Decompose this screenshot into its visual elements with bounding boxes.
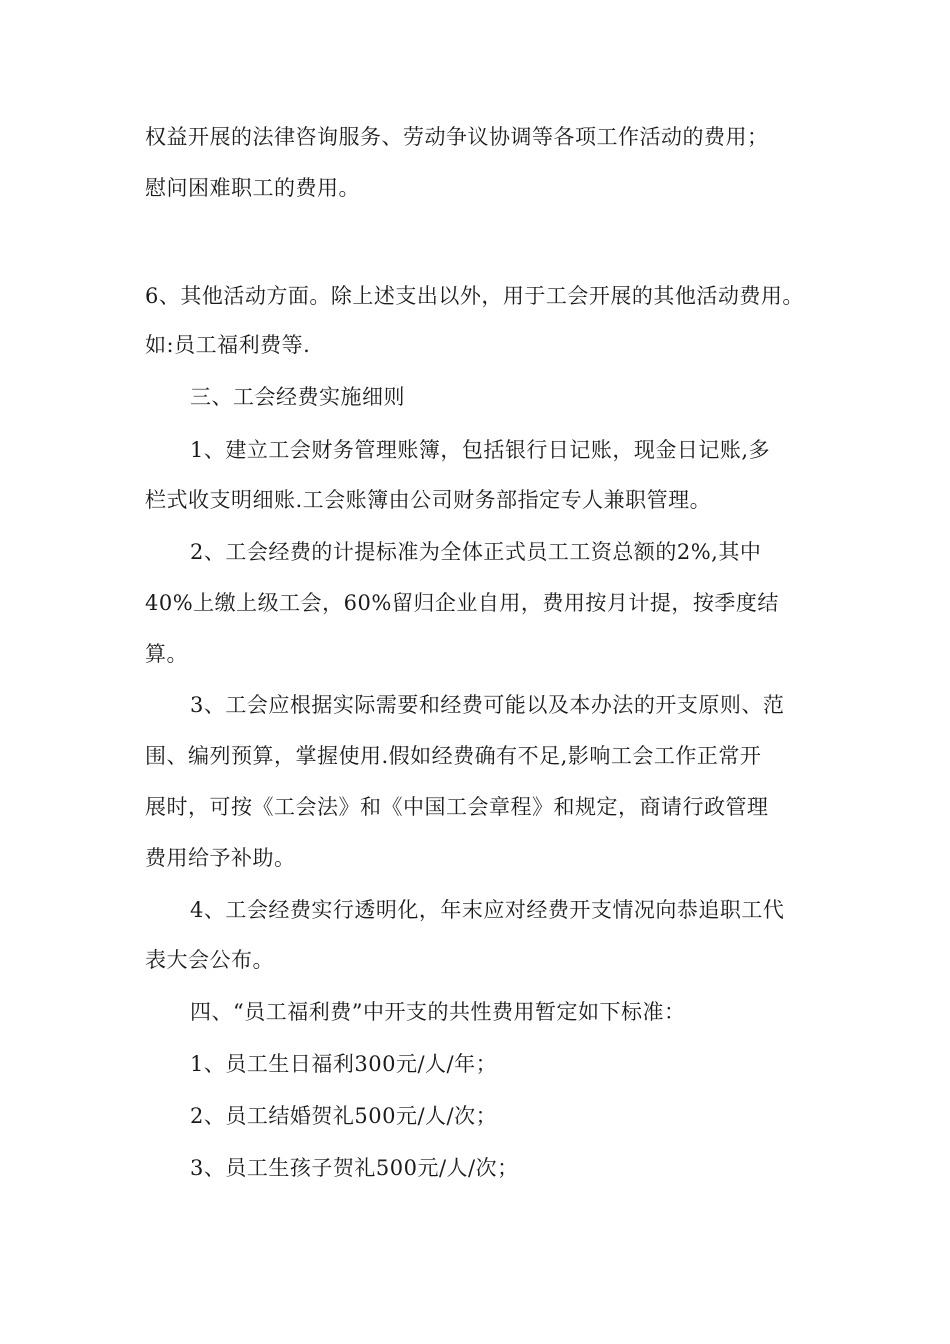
list-item: 2、员工结婚贺礼500元/人/次； — [190, 1104, 498, 1128]
text-line: 围、编列预算，掌握使用.假如经费确有不足,影响工会工作正常开 — [145, 744, 762, 768]
text-line: 算。 — [145, 642, 188, 666]
text-line: 权益开展的法律咨询服务、劳动争议协调等各项工作活动的费用； — [145, 125, 769, 149]
list-item: 1、员工生日福利300元/人/年； — [190, 1052, 498, 1076]
section-heading: 四、“员工福利费”中开支的共性费用暂定如下标准： — [190, 1000, 686, 1024]
list-item: 3、员工生孩子贺礼500元/人/次； — [190, 1156, 519, 1180]
text-line: 展时，可按《工会法》和《中国工会章程》和规定，商请行政管理 — [145, 795, 769, 819]
text-line: 表大会公布。 — [145, 948, 274, 972]
section-heading: 三、工会经费实施细则 — [190, 385, 405, 409]
text-line: 2、工会经费的计提标准为全体正式员工工资总额的2%,其中 — [190, 540, 762, 564]
text-line: 1、建立工会财务管理账簿，包括银行日记账，现金日记账,多 — [190, 438, 771, 462]
text-line: 栏式收支明细账.工会账簿由公司财务部指定专人兼职管理。 — [145, 488, 712, 512]
text-line: 如:员工福利费等. — [145, 333, 311, 357]
text-line: 费用给予补助。 — [145, 846, 296, 870]
text-line: 4、工会经费实行透明化，年末应对经费开支情况向恭追职工代 — [190, 898, 785, 922]
text-line: 40%上缴上级工会，60%留归企业自用，费用按月计提，按季度结 — [145, 591, 779, 615]
text-line: 慰问困难职工的费用。 — [145, 176, 360, 200]
text-line: 6、其他活动方面。除上述支出以外，用于工会开展的其他活动费用。 — [145, 284, 804, 308]
text-line: 3、工会应根据实际需要和经费可能以及本办法的开支原则、范 — [190, 693, 785, 717]
